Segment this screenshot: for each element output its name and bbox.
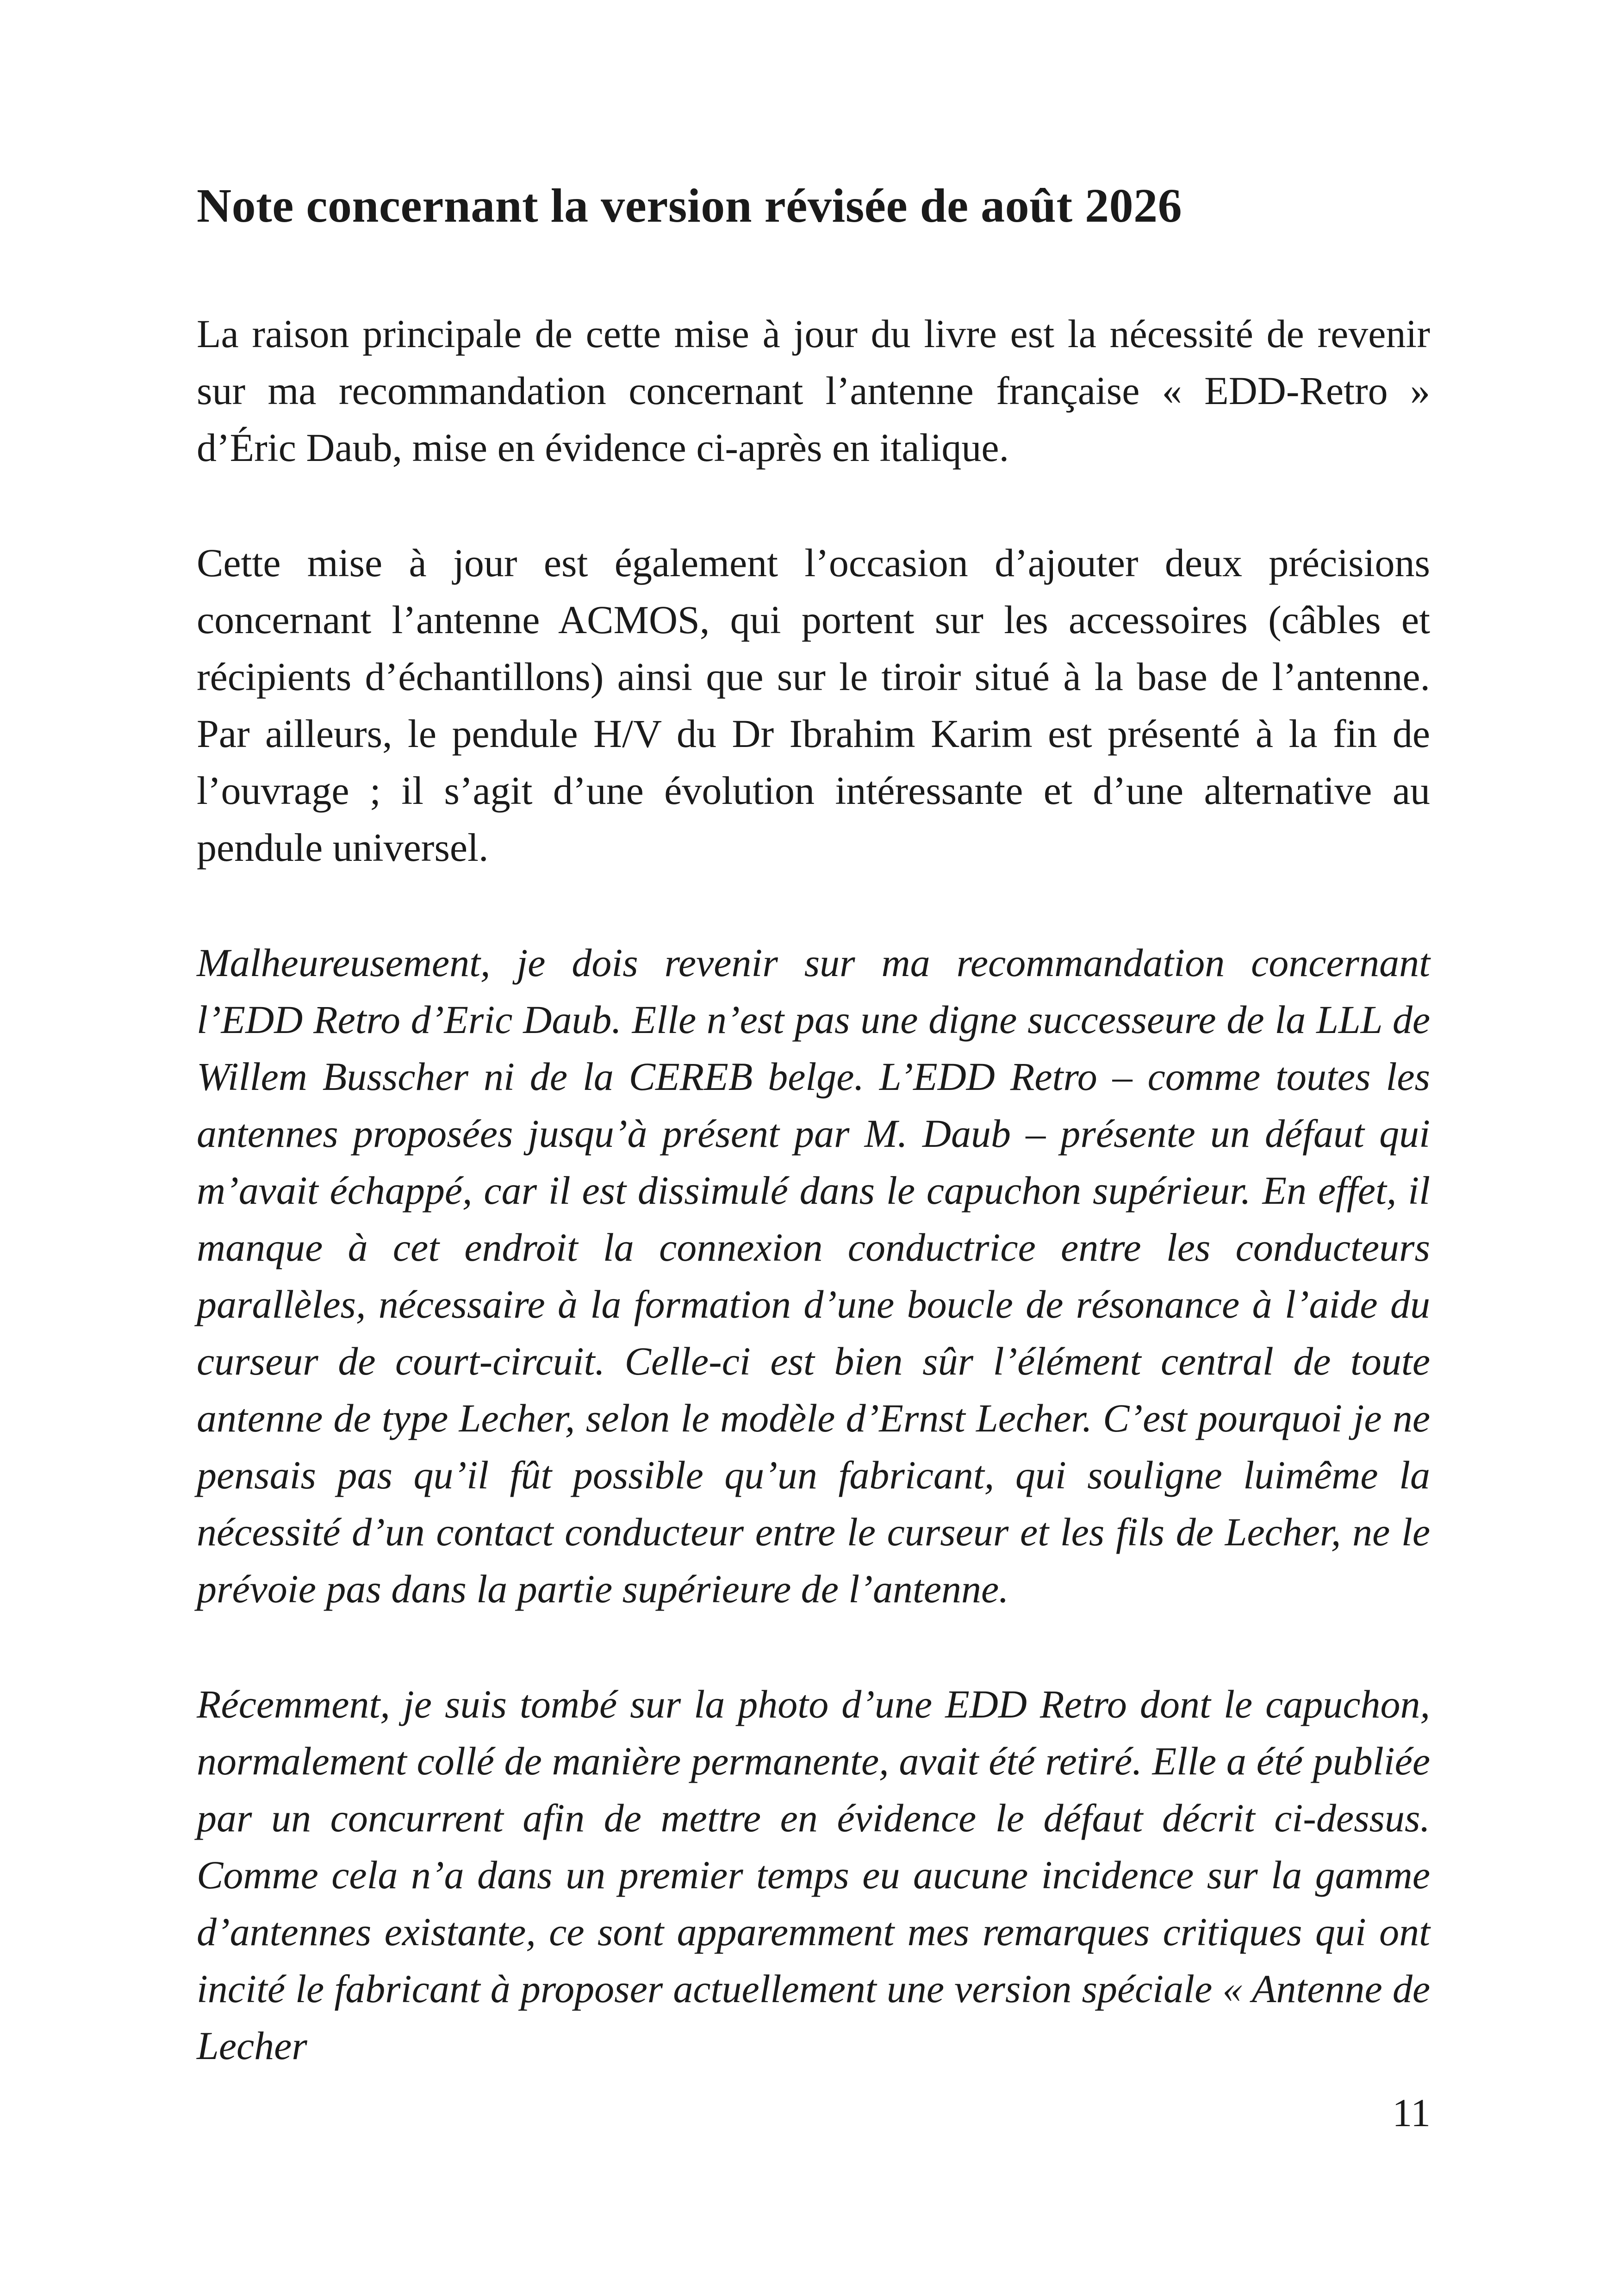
- page-content: [197, 176, 1430, 2074]
- section-heading: Note concernant la version révisée de août 2026: [197, 179, 1182, 232]
- page-number: 11: [1392, 2091, 1431, 2135]
- paragraph-intro: La raison principale de cette mise à jour du livre est la nécessité de revenir sur ma recommandation concernant l’antenne française « EDD-Retro » d’Éric Daub, mise en évidence ci-après en italique.: [197, 311, 1430, 470]
- paragraph-italic-retraction: Malheureusement, je dois revenir sur ma recommandation concernant l’EDD Retro d’Eric Daub. Elle n’est pas une digne successeure de la LLL de Willem Busscher ni de la CEREB belge. L’EDD Retro – comme toutes les antennes proposées jusqu’à présent par M. Daub – présente un défaut qui m’avait échappé, car il est dissimulé dans le capuchon supérieur. En effet, il manque à cet endroit la connexion conductrice entre les conducteurs parallèles, nécessaire à la formation d’une boucle de résonance à l’aide du curseur de court-circuit. Celle-ci est bien sûr l’élément central de toute antenne de type Lecher, selon le modèle d’Ernst Lecher. C’est pourquoi je ne pensais pas qu’il fût possible qu’un fabricant, qui souligne luimême la nécessité d’un contact conducteur entre le curseur et les fils de Lecher, ne le prévoie pas dans la partie supérieure de l’antenne.: [197, 940, 1430, 1611]
- paragraph-update-details: Cette mise à jour est également l’occasion d’ajouter deux précisions concernant l’antenne ACMOS, qui portent sur les accessoires (câbles et récipients d’échantillons) ainsi que sur le tiroir situé à la base de l’antenne. Par ailleurs, le pendule H/V du Dr Ibrahim Karim est présenté à la fin de l’ouvrage ; il s’agit d’une évolution intéressante et d’une alternative au pendule universel.: [197, 541, 1430, 870]
- paragraph-italic-photo: Récemment, je suis tombé sur la photo d’une EDD Retro dont le capuchon, normalement collé de manière permanente, avait été retiré. Elle a été publiée par un concurrent afin de mettre en évidence le défaut décrit ci-dessus. Comme cela n’a dans un premier temps eu aucune incidence sur la gamme d’antennes existante, ce sont apparemment mes remarques critiques qui ont incité le fabricant à proposer actuellement une version spéciale « Antenne de Lecher: [197, 1682, 1430, 2068]
